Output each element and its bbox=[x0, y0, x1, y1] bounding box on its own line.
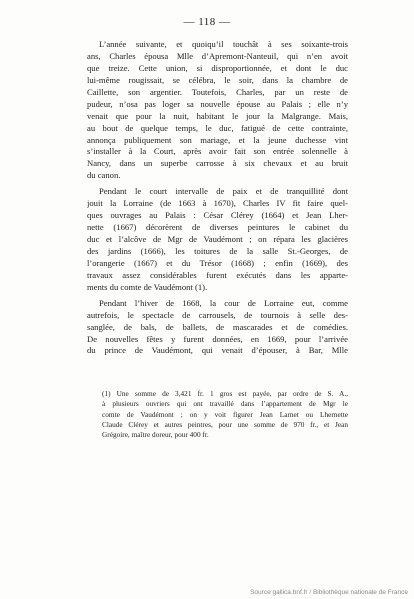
text-line: pudeur, n’osa pas loger sa nouvelle épouse au Palais ; elle n’y bbox=[87, 98, 348, 109]
text-line: du prince de Vaudémont, qui venait d’épouser, à Bar, Mlle bbox=[87, 345, 348, 356]
footnote-line: à plusieurs ouvriers qui ont travaillé dans l’appartement de Mgr le bbox=[102, 399, 348, 409]
text-line: Caillette, son argentier. Toutefois, Charles, par un reste de bbox=[87, 86, 348, 97]
text-line: des jardins (1666), les toitures de la salle St.-Georges, de bbox=[87, 245, 348, 256]
footnote-line: Grégoire, maître doreur, pour 400 fr. bbox=[102, 430, 209, 440]
paragraph-1 bbox=[87, 39, 348, 182]
text-line: travaux assez considérables furent exécutés dans les apparte- bbox=[87, 269, 348, 280]
text-line: l’orangerie (1667) et du Trésor (1668) ; enfin (1669), des bbox=[87, 257, 348, 268]
text-line: lui-même rougissait, se célébra, le soir, dans la chambre de bbox=[87, 74, 348, 85]
text-line: ans, Charles épousa Mlle d’Apremont-Nanteuil, qui n’en avoit bbox=[87, 50, 348, 61]
text-line: du canon. bbox=[87, 170, 121, 181]
text-line: De nouvelles fêtes y furent données, en 1669, pour l’arrivée bbox=[87, 333, 348, 344]
paragraph-2 bbox=[87, 186, 348, 293]
text-line: sanglée, de bals, de ballets, de mascarades et de comédies. bbox=[87, 321, 348, 332]
text-line: Pendant l’hiver de 1668, la cour de Lorraine eut, comme bbox=[99, 297, 348, 308]
text-line: L’année suivante, et quoiqu’il touchât à ses soixante-trois bbox=[99, 39, 348, 49]
text-line: venait que pour la nuit, habitant le jour la Malgrange. Mais, bbox=[87, 110, 348, 121]
text-line: duc et l’alcôve de Mgr de Vaudémont ; on répara les glacières bbox=[87, 234, 348, 244]
footnote-line: comte de Vaudémont ; on y voit figurer Jean Larnet ou Lhernette bbox=[102, 409, 348, 419]
source-credit: Source gallica.bnf.fr / Bibliothèque nationale de France bbox=[250, 589, 408, 596]
text-line: que treize. Cette union, si disproportionnée, et dont le duc bbox=[87, 62, 348, 73]
text-line: annonça publiquement son mariage, et la jeune duchesse vint bbox=[87, 134, 348, 145]
text-line: au bout de quelque temps, le duc, fatigué de cette contrainte, bbox=[87, 122, 348, 133]
paragraph-3 bbox=[87, 298, 348, 358]
text-line: ments du comte de Vaudémont (1). bbox=[87, 281, 208, 292]
text-line: nette (1667) décorèrent de diverses peintures le cabinet du bbox=[87, 222, 348, 233]
text-line: Pendant le court intervalle de paix et de tranquillité dont bbox=[99, 186, 348, 197]
footnote-line: Claude Clérey et autres peintres, pour une somme de 970 fr., et Jean bbox=[102, 419, 348, 429]
text-line: autrefois, le spectacle de carrousels, de tournois à selle des- bbox=[87, 309, 348, 320]
footnote bbox=[90, 389, 348, 440]
text-line: s’installer à la Court, après avoir fait son entrée solennelle à bbox=[87, 146, 348, 157]
text-line: jouit la Lorraine (de 1663 à 1670), Charles IV fit faire quel- bbox=[87, 198, 348, 209]
text-line: Nancy, dans un superbe carrosse à six chevaux et au bruit bbox=[87, 158, 348, 169]
text-line: ques ouvrages au Palais : César Clérey (1664) et Jean Lher- bbox=[87, 210, 348, 221]
page-number: — 118 — bbox=[183, 16, 231, 28]
body-text bbox=[87, 39, 348, 357]
footnote-line: (1) Une somme de 3,421 fr. 1 gros est payée, par ordre de S. A., bbox=[102, 389, 348, 398]
